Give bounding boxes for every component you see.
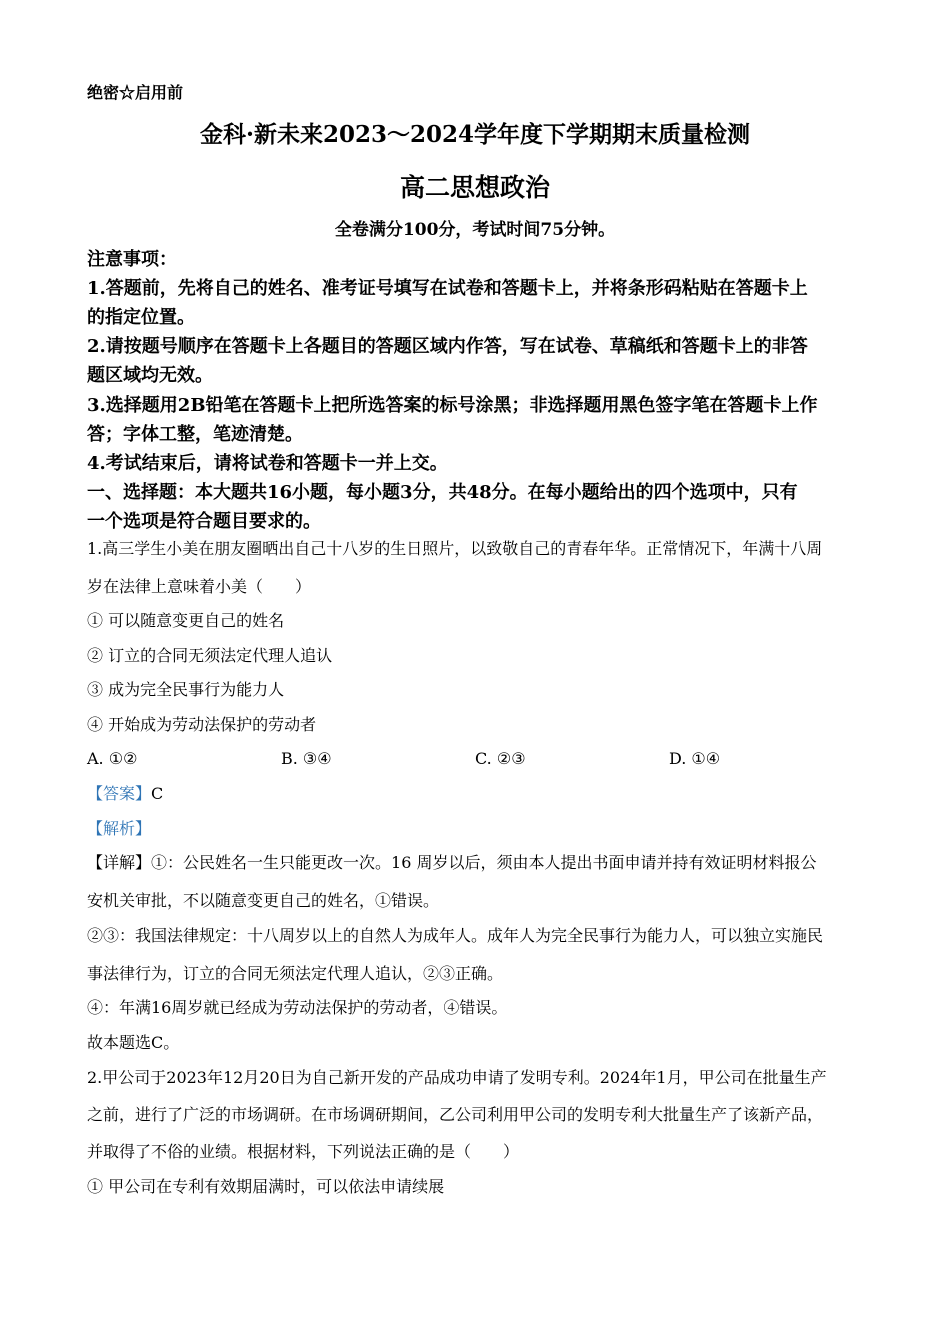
notice-line: 2.请按题号顺序在答题卡上各题目的答题区域内作答，写在试卷、草稿纸和答题卡上的非答: [87, 336, 808, 357]
notice-heading: 注意事项：: [87, 249, 177, 270]
notice-line: 3.选择题用2B铅笔在答题卡上把所选答案的标号涂黑；非选择题用黑色签字笔在答题卡上作: [87, 395, 818, 416]
q1-option-a: A. ①②: [87, 749, 138, 768]
q1-stem-cont: 岁在法律上意味着小美（ ）: [87, 577, 312, 596]
section-heading-cont: 一个选项是符合题目要求的。: [87, 511, 321, 532]
q1-detail-line: 事法律行为，订立的合同无须法定代理人追认，②③正确。: [87, 964, 504, 983]
q1-detail-line: 安机关审批，不以随意变更自己的姓名，①错误。: [87, 891, 440, 910]
detail-text: ①：公民姓名一生只能更改一次。16 周岁以后，须由本人提出书面申请并持有效证明材料报公: [151, 853, 817, 872]
q1-item: ① 可以随意变更自己的姓名: [87, 611, 285, 630]
q1-item: ② 订立的合同无须法定代理人追认: [87, 646, 333, 665]
q2-stem-cont: 之前，进行了广泛的市场调研。在市场调研期间，乙公司利用甲公司的发明专利大批量生产了该新产品，: [87, 1105, 824, 1124]
notice-line: 1.答题前，先将自己的姓名、准考证号填写在试卷和答题卡上，并将条形码粘贴在答题卡上: [87, 278, 808, 299]
q2-stem-cont: 并取得了不俗的业绩。根据材料，下列说法正确的是（ ）: [87, 1142, 520, 1161]
q1-detail-line: ④：年满16周岁就已经成为劳动法保护的劳动者，④错误。: [87, 998, 508, 1017]
q2-item: ① 甲公司在专利有效期届满时，可以依法申请续展: [87, 1177, 445, 1196]
notice-line: 的指定位置。: [87, 307, 195, 328]
exam-title: 金科·新未来2023～2024学年度下学期期末质量检测: [199, 121, 751, 148]
section-heading: 一、选择题：本大题共16小题，每小题3分，共48分。在每小题给出的四个选项中，只有: [87, 482, 798, 503]
q1-detail-line: [87, 853, 816, 873]
q1-option-d: D. ①④: [669, 749, 721, 768]
subject-title: 高二思想政治: [399, 173, 550, 202]
notice-line: 答；字体工整，笔迹清楚。: [87, 424, 303, 445]
q1-item: ④ 开始成为劳动法保护的劳动者: [87, 715, 317, 734]
q1-option-b: B. ③④: [281, 749, 332, 768]
q1-stem: 1.高三学生小美在朋友圈晒出自己十八岁的生日照片，以致敬自己的青春年华。正常情况下，年满十八周: [87, 539, 823, 558]
q2-stem: 2.甲公司于2023年12月20日为自己新开发的产品成功申请了发明专利。2024年1月，甲公司在批量生产: [87, 1068, 827, 1087]
answer-tag: 【答案】: [87, 784, 152, 803]
notice-line: 题区域均无效。: [87, 365, 213, 386]
q1-answer-line: [87, 784, 163, 804]
secret-label: 绝密☆启用前: [87, 83, 184, 102]
q1-item: ③ 成为完全民事行为能力人: [87, 680, 285, 699]
notice-line: 4.考试结束后，请将试卷和答题卡一并上交。: [87, 453, 448, 474]
analysis-tag: 【解析】: [87, 819, 152, 838]
q1-conclusion: 故本题选C。: [87, 1033, 180, 1052]
detail-tag: 【详解】: [87, 853, 152, 872]
answer-value: C: [151, 784, 164, 803]
q1-detail-line: ②③：我国法律规定：十八周岁以上的自然人为成年人。成年人为完全民事行为能力人，可以独立实施民: [87, 926, 824, 945]
score-time-note: 全卷满分100分，考试时间75分钟。: [334, 220, 616, 240]
q1-option-c: C. ②③: [475, 749, 526, 768]
